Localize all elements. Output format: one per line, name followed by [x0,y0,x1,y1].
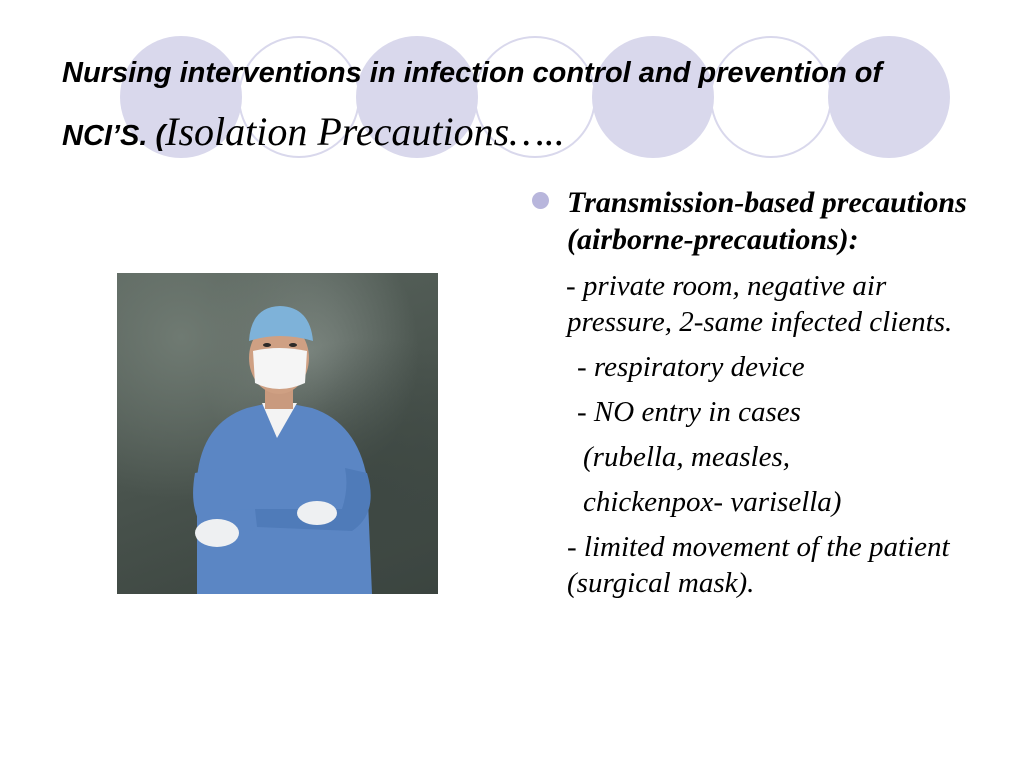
content-line: - limited movement of the patient (surgical mask). [567,531,950,599]
content-block [532,184,972,601]
content-line: (rubella, measles, [583,441,790,473]
content-line: chickenpox- varisella) [583,486,842,518]
content-line: - NO entry in cases [577,396,801,428]
content-line: - private room, negative air pressure, 2-same infected clients. [566,270,953,338]
nurse-photo-icon [117,273,438,594]
slide-title [62,46,962,168]
bullet-dot-icon [532,192,549,209]
bullet-item [532,184,972,258]
bullet-heading: Transmission-based precautions (airborne-precautions): [567,186,967,256]
title-bold-part: Nursing interventions in infection control and prevention of NCI’S. ( [62,57,883,152]
title-serif-part: Isolation Precautions….. [165,109,565,154]
nurse-photo [117,273,438,594]
content-line: - respiratory device [577,351,805,383]
